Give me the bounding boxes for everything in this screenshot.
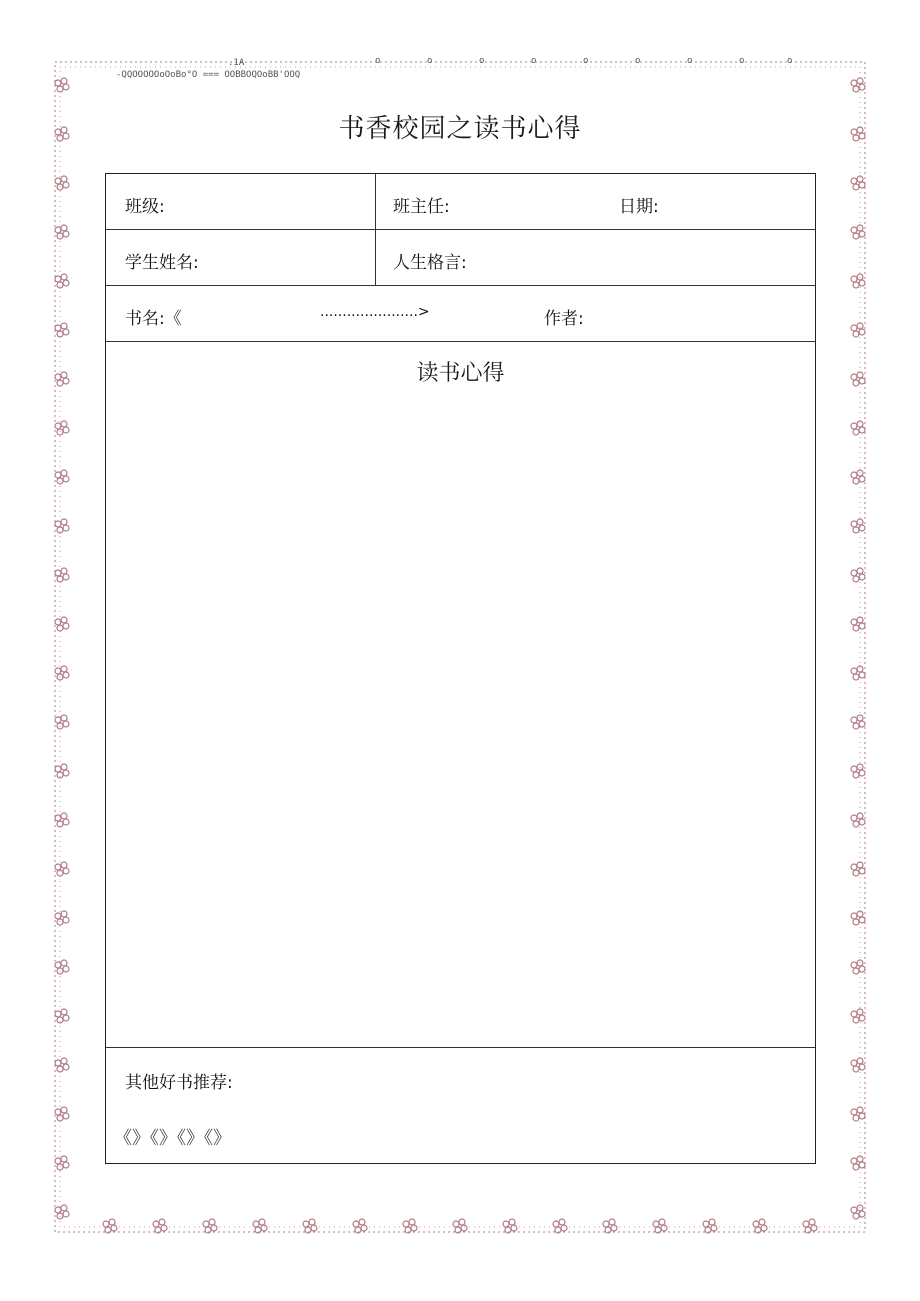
form-row-book bbox=[106, 286, 815, 342]
flower-ornament bbox=[503, 1219, 517, 1233]
flower-ornament bbox=[55, 715, 69, 729]
flower-ornament bbox=[403, 1219, 417, 1233]
flower-ornament bbox=[453, 1219, 467, 1233]
flower-ornament bbox=[55, 862, 69, 876]
flower-ornament bbox=[303, 1219, 317, 1233]
form-row-class bbox=[106, 174, 815, 230]
flower-ornament bbox=[153, 1219, 167, 1233]
flower-ornament bbox=[55, 911, 69, 925]
flower-ornament bbox=[253, 1219, 267, 1233]
flower-ornament bbox=[851, 1009, 865, 1023]
header-dot: o bbox=[375, 56, 381, 66]
form-row-student bbox=[106, 230, 815, 286]
flower-ornament bbox=[55, 1205, 69, 1219]
motto-label: 人生格言: bbox=[393, 253, 467, 273]
recommend-books: 《》《》《》《》 bbox=[114, 1128, 231, 1149]
flower-ornament bbox=[851, 764, 865, 778]
flower-ornament bbox=[851, 666, 865, 680]
reflection-title: 读书心得 bbox=[416, 361, 505, 386]
flower-ornament bbox=[55, 176, 69, 190]
header-text-line2: -QQOOOOOoOoBo°O === OOBBOQOoBB'OOQ bbox=[116, 70, 301, 80]
flower-ornament bbox=[55, 274, 69, 288]
flower-ornament bbox=[55, 568, 69, 582]
flower-ornament bbox=[851, 960, 865, 974]
flower-ornament bbox=[103, 1219, 117, 1233]
flower-ornament bbox=[653, 1219, 667, 1233]
flower-ornament bbox=[803, 1219, 817, 1233]
flower-ornament bbox=[55, 78, 69, 92]
flower-ornament bbox=[55, 666, 69, 680]
book-name-label: 书名:《 bbox=[125, 309, 182, 329]
flower-ornament bbox=[851, 715, 865, 729]
flower-ornament bbox=[55, 421, 69, 435]
flower-ornament bbox=[851, 1205, 865, 1219]
flower-ornament bbox=[851, 617, 865, 631]
flower-ornament bbox=[55, 519, 69, 533]
header-dot: o bbox=[635, 56, 641, 66]
recommend-label: 其他好书推荐: bbox=[125, 1073, 233, 1093]
flower-ornament bbox=[353, 1219, 367, 1233]
flower-ornament bbox=[55, 813, 69, 827]
page-title: 书香校园之读书心得 bbox=[338, 114, 582, 144]
book-name-end: ......................> bbox=[320, 304, 430, 320]
flower-ornament bbox=[703, 1219, 717, 1233]
header-text-line1: .1A bbox=[228, 58, 245, 68]
flower-ornament bbox=[55, 470, 69, 484]
flower-ornament bbox=[851, 911, 865, 925]
flower-ornament bbox=[55, 323, 69, 337]
flower-ornament bbox=[55, 1156, 69, 1170]
reflection-section bbox=[106, 342, 815, 1048]
flower-ornament bbox=[603, 1219, 617, 1233]
header-dot: o bbox=[583, 56, 589, 66]
flower-ornament bbox=[851, 519, 865, 533]
flower-ornament bbox=[55, 1009, 69, 1023]
recommend-section bbox=[106, 1048, 815, 1163]
flower-ornament bbox=[851, 78, 865, 92]
flower-ornament bbox=[851, 274, 865, 288]
flower-ornament bbox=[55, 960, 69, 974]
flower-ornament bbox=[851, 323, 865, 337]
flower-ornament bbox=[851, 225, 865, 239]
header-dot: o bbox=[687, 56, 693, 66]
flower-ornament bbox=[851, 862, 865, 876]
flower-ornament bbox=[55, 1058, 69, 1072]
flower-ornament bbox=[851, 1058, 865, 1072]
student-name-label: 学生姓名: bbox=[125, 253, 199, 273]
flower-ornament bbox=[55, 1107, 69, 1121]
flower-ornament bbox=[851, 813, 865, 827]
reading-report-form bbox=[105, 173, 816, 1164]
flower-ornament bbox=[753, 1219, 767, 1233]
flower-ornament bbox=[203, 1219, 217, 1233]
flower-ornament bbox=[55, 617, 69, 631]
head-teacher-label: 班主任: bbox=[393, 197, 450, 217]
author-label: 作者: bbox=[544, 309, 584, 329]
header-dot: o bbox=[479, 56, 485, 66]
flower-ornament bbox=[851, 421, 865, 435]
flower-ornament bbox=[851, 568, 865, 582]
flower-ornament bbox=[851, 1156, 865, 1170]
date-label: 日期: bbox=[619, 197, 659, 217]
flower-ornament bbox=[851, 372, 865, 386]
flower-ornament bbox=[851, 176, 865, 190]
class-label: 班级: bbox=[125, 197, 165, 217]
header-dot: o bbox=[787, 56, 793, 66]
flower-ornament bbox=[55, 372, 69, 386]
flower-ornament bbox=[851, 1107, 865, 1121]
flower-ornament bbox=[851, 470, 865, 484]
flower-ornament bbox=[55, 225, 69, 239]
flower-ornament bbox=[55, 764, 69, 778]
header-dot: o bbox=[531, 56, 537, 66]
flower-ornament bbox=[553, 1219, 567, 1233]
header-dot-row bbox=[375, 56, 805, 70]
header-dot: o bbox=[427, 56, 433, 66]
header-dot: o bbox=[739, 56, 745, 66]
